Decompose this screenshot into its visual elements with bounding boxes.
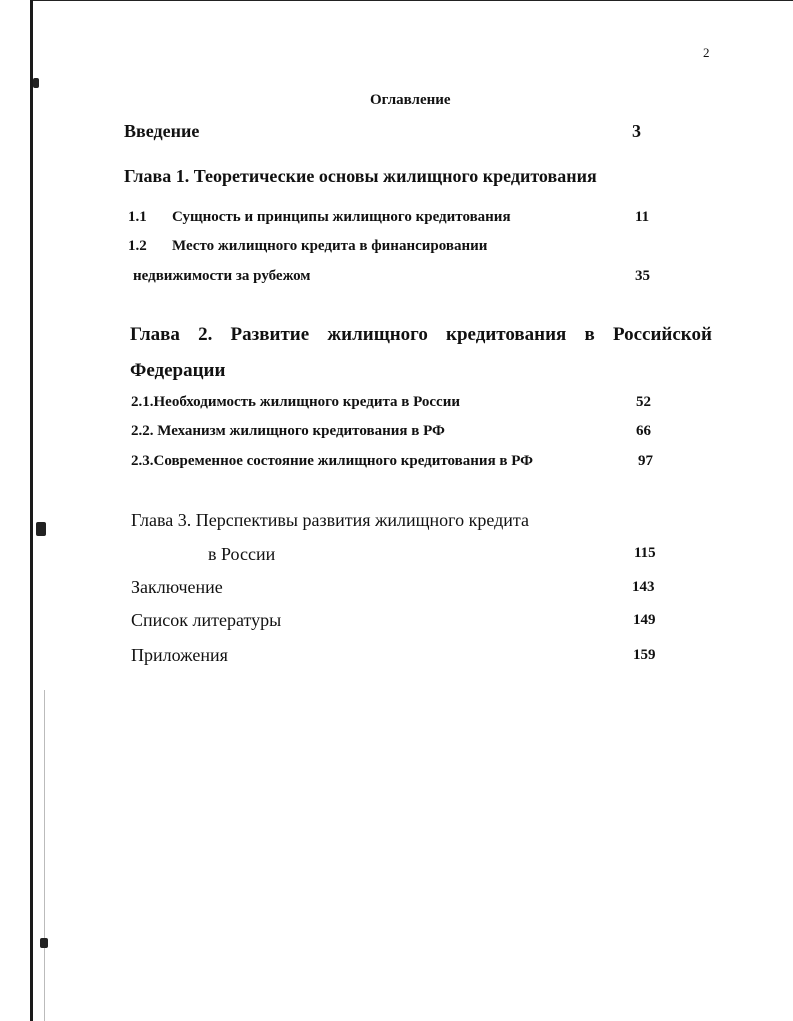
references-page: 149 [633, 612, 656, 628]
section-1-2-label-cont: недвижимости за рубежом [133, 268, 311, 284]
chapter2-title-word: жилищного [327, 324, 428, 345]
section-2-1-label: 2.1.Необходимость жилищного кредита в России [131, 394, 460, 410]
scan-speck [36, 522, 46, 536]
scan-edge-line [44, 690, 45, 1021]
chapter3-title-cont: в России [208, 544, 276, 564]
section-1-1-page: 11 [635, 209, 650, 225]
chapter2-title-word: Глава [130, 324, 180, 345]
references-label: Список литературы [131, 610, 282, 630]
section-1-2-num: 1.2 [128, 238, 147, 254]
chapter2-title [130, 324, 712, 346]
chapter2-title-word: Развитие [230, 324, 310, 345]
section-1-2-label: Место жилищного кредита в финансировании [172, 238, 488, 254]
chapter2-title-cont: Федерации [130, 360, 226, 381]
chapter3-page: 115 [634, 545, 656, 561]
section-1-1-num: 1.1 [128, 209, 147, 225]
section-1-1-label: Сущность и принципы жилищного кредитования [172, 209, 511, 225]
appendices-page: 159 [633, 647, 656, 663]
scan-speck [33, 78, 39, 88]
chapter2-title-word: кредитования [446, 324, 567, 345]
scan-left-border [30, 0, 33, 1021]
toc-intro-page: 3 [632, 121, 641, 141]
chapter2-title-word: Российской [612, 324, 712, 345]
scan-top-border [30, 0, 793, 1]
section-1-2-page: 35 [635, 268, 650, 284]
scan-speck [40, 938, 48, 948]
conclusion-label: Заключение [131, 577, 223, 597]
section-2-2-page: 66 [636, 423, 651, 439]
appendices-label: Приложения [131, 645, 228, 665]
chapter1-title: Глава 1. Теоретические основы жилищного кредитования [124, 166, 597, 186]
chapter2-title-word: 2. [198, 324, 213, 345]
chapter2-title-word: в [584, 324, 595, 345]
toc-title: Оглавление [370, 92, 451, 108]
page-number: 2 [703, 45, 710, 60]
section-2-3-page: 97 [638, 453, 653, 469]
section-2-1-page: 52 [636, 394, 651, 410]
toc-intro-label: Введение [124, 121, 200, 141]
conclusion-page: 143 [632, 579, 655, 595]
chapter3-title: Глава 3. Перспективы развития жилищного кредита [131, 510, 529, 530]
section-2-2-label: 2.2. Механизм жилищного кредитования в РФ [131, 423, 445, 439]
section-2-3-label: 2.3.Современное состояние жилищного кредитования в РФ [131, 453, 534, 469]
